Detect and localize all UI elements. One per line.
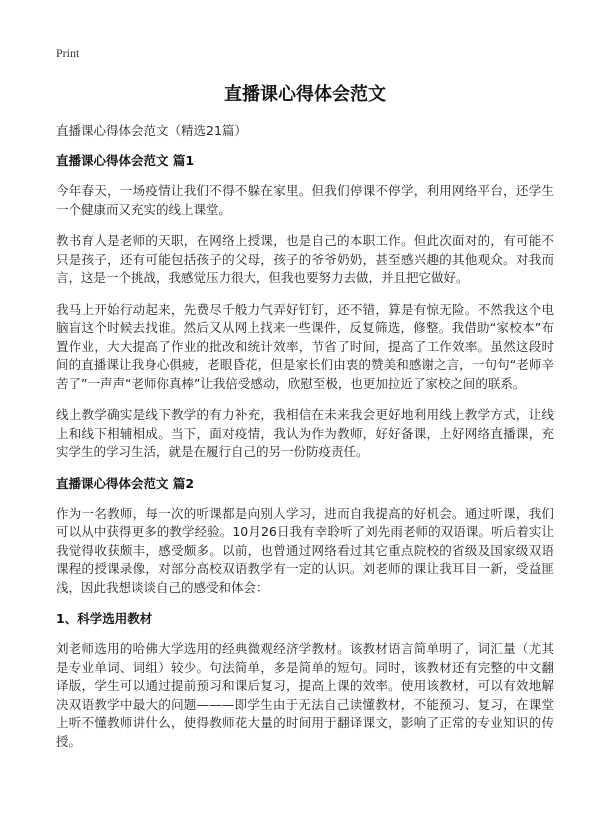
print-label: Print xyxy=(56,46,80,60)
paragraph: 作为一名教师，每一次的听课都是向别人学习，进而自我提高的好机会。通过听课，我们可以从中获得更多的教学经验。10月26日我有幸聆听了刘先雨老师的双语课。听后着实让我觉得收获颇丰，感受颇多。以前，也曾通过网络看过其它重点院校的省级及国家级双语课程的授课录像，对部分高校双语教学有一定的认识。刘老师的课让我耳目一新，受益匪浅，因此我想谈谈自己的感受和体会： xyxy=(56,505,554,595)
section-heading: 直播课心得体会范文 篇2 xyxy=(56,475,195,491)
document-subtitle: 直播课心得体会范文（精选21篇） xyxy=(56,123,247,138)
paragraph: 今年春天，一场疫情让我们不得不躲在家里。但我们停课不停学，利用网络平台，还学生一个健康而又充实的线上课堂。 xyxy=(56,183,554,217)
section-heading: 1、科学选用教材 xyxy=(56,611,153,626)
section-3 xyxy=(56,610,554,751)
section-1 xyxy=(56,152,554,462)
section-heading: 直播课心得体会范文 篇1 xyxy=(56,153,195,168)
paragraph: 刘老师选用的哈佛大学选用的经典微观经济学教材。该教材语言简单明了，词汇量（尤其是专业单词、词组）较少。句法简单，多是简单的短句。同时，该教材还有完整的中文翻译版，学生可以通过提前预习和课后复习，提高上课的效率。使用该教材，可以有效地解决双语教学中最大的问题———即学生由于无法自己读懂教材，不能预习、复习，在课堂上听不懂教师讲什么，使得教师花大量的时间用于翻译课文，影响了正常的专业知识的传授。 xyxy=(56,641,554,749)
paragraph: 我马上开始行动起来，先费尽千般力气弄好钉钉，还不错，算是有惊无险。不然我这个电脑盲这个时候去找谁。然后又从网上找来一些课件，反复筛选，修整。我借助“家校本”布置作业，大大提高了作业的批改和统计效率，节省了时间，提高了工作效率。虽然这段时间的直播课让我身心俱疲，老眼昏花，但是家长们由衷的赞美和感谢之言，一句句“老师辛苦了”一声声“老师你真棒”让我倍受感动，欣慰至极，也更加拉近了家校之间的联系。 xyxy=(56,301,554,391)
document-title: 直播课心得体会范文 xyxy=(224,84,386,105)
paragraph: 线上教学确实是线下教学的有力补充，我相信在未来我会更好地利用线上教学方式，让线上和线下相辅相成。当下，面对疫情，我认为作为教师，好好备课，上好网络直播课，充实学生的学习生活，就是在履行自己的另一份防疫责任。 xyxy=(56,407,554,459)
document-body xyxy=(56,122,554,764)
paragraph: 教书育人是老师的天职，在网络上授课，也是自己的本职工作。但此次面对的，有可能不只是孩子，还有可能包括孩子的父母，孩子的爷爷奶奶，甚至感兴趣的其他观众。对我而言，这是一个挑战，我感觉压力很大，但我也要努力去做，并且把它做好。 xyxy=(56,233,554,285)
section-2 xyxy=(56,475,554,598)
